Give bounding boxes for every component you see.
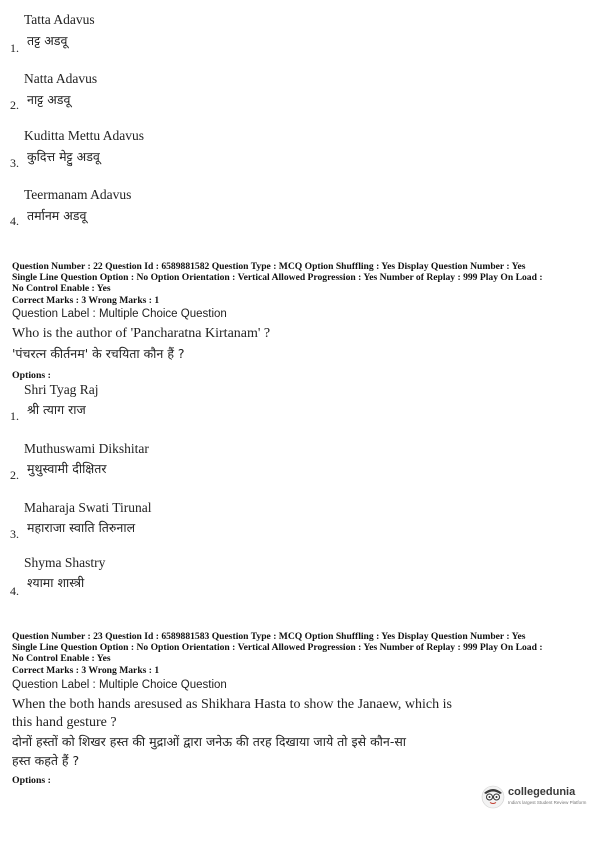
q22-option-2-number: 2. bbox=[10, 468, 19, 482]
q22-option-4-en: Shyma Shastry bbox=[24, 555, 106, 570]
q22-option-1-en: Shri Tyag Raj bbox=[24, 382, 99, 397]
q22-meta-line-2: Single Line Question Option : No Option Orientation : Vertical Allowed Progression : Yes Number of Replay : 999 Play On Load : bbox=[12, 272, 543, 283]
prev-option-3-number: 3. bbox=[10, 156, 19, 170]
prev-option-3-en: Kuditta Mettu Adavus bbox=[24, 128, 144, 143]
q23-meta-line-3: No Control Enable : Yes bbox=[12, 653, 111, 664]
q22-option-1-number: 1. bbox=[10, 409, 19, 423]
q23-question-text-hi-line-1: दोनों हस्तों को शिखर हस्त की मुद्राओं द्वारा जनेऊ की तरह दिखाया जाये तो इसे कौन-सा bbox=[12, 734, 407, 749]
q23-question-text-en-line-1: When the both hands aresused as Shikhara Hasta to show the Janaew, which is bbox=[12, 697, 452, 712]
collegedunia-logo bbox=[480, 784, 587, 812]
q23-question-text-hi-line-2: हस्त कहते हैं ? bbox=[12, 753, 80, 768]
q22-option-3-hi: महाराजा स्वाति तिरुनाल bbox=[27, 520, 136, 535]
q23-options-heading: Options : bbox=[12, 775, 51, 786]
prev-option-1-en: Tatta Adavus bbox=[24, 12, 95, 27]
q22-option-3-en: Maharaja Swati Tirunal bbox=[24, 500, 152, 515]
q23-meta-line-2: Single Line Question Option : No Option Orientation : Vertical Allowed Progression : Yes Number of Replay : 999 Play On Load : bbox=[12, 642, 543, 653]
q22-question-text-en: Who is the author of 'Pancharatna Kirtanam' ? bbox=[12, 326, 271, 341]
q22-option-2-hi: मुथुस्वामी दीक्षितर bbox=[27, 461, 107, 476]
mascot-icon bbox=[480, 784, 506, 810]
prev-option-4-hi: तर्मानम अडवू bbox=[27, 208, 87, 223]
q22-option-3-number: 3. bbox=[10, 527, 19, 541]
q22-options-heading: Options : bbox=[12, 370, 51, 381]
q22-option-4-number: 4. bbox=[10, 584, 19, 598]
q22-marks: Correct Marks : 3 Wrong Marks : 1 bbox=[12, 295, 160, 306]
logo-wordmark: collegedunia bbox=[508, 786, 576, 798]
q23-meta-line-1: Question Number : 23 Question Id : 6589881583 Question Type : MCQ Option Shuffling : Yes Display Question Number : Yes bbox=[12, 631, 526, 642]
prev-option-4-en: Teermanam Adavus bbox=[24, 187, 132, 202]
logo-tagline: India's largest Student Review Platform bbox=[508, 800, 587, 805]
q22-meta-line-3: No Control Enable : Yes bbox=[12, 283, 111, 294]
q22-option-2-en: Muthuswami Dikshitar bbox=[24, 441, 149, 456]
q22-option-4-hi: श्यामा शास्त्री bbox=[27, 575, 85, 590]
q23-question-text-en-line-2: this hand gesture ? bbox=[12, 715, 117, 730]
q22-option-1-hi: श्री त्याग राज bbox=[27, 402, 86, 417]
q22-question-label: Question Label : Multiple Choice Question bbox=[12, 308, 227, 320]
q23-question-label: Question Label : Multiple Choice Question bbox=[12, 679, 227, 691]
q22-question-text-hi: 'पंचरत्न कीर्तनम' के रचयिता कौन हैं ? bbox=[12, 346, 185, 361]
prev-option-2-hi: नाट्ट अडवू bbox=[27, 92, 71, 107]
prev-option-2-number: 2. bbox=[10, 98, 19, 112]
prev-option-1-number: 1. bbox=[10, 41, 19, 55]
q22-meta-line-1: Question Number : 22 Question Id : 6589881582 Question Type : MCQ Option Shuffling : Yes Display Question Number : Yes bbox=[12, 261, 526, 272]
prev-option-1-hi: तट्ट अडवू bbox=[27, 33, 68, 48]
prev-option-3-hi: कुदित्त मेट्टु अडवू bbox=[27, 149, 100, 164]
q23-marks: Correct Marks : 3 Wrong Marks : 1 bbox=[12, 665, 160, 676]
prev-option-4-number: 4. bbox=[10, 214, 19, 228]
prev-option-2-en: Natta Adavus bbox=[24, 71, 98, 86]
